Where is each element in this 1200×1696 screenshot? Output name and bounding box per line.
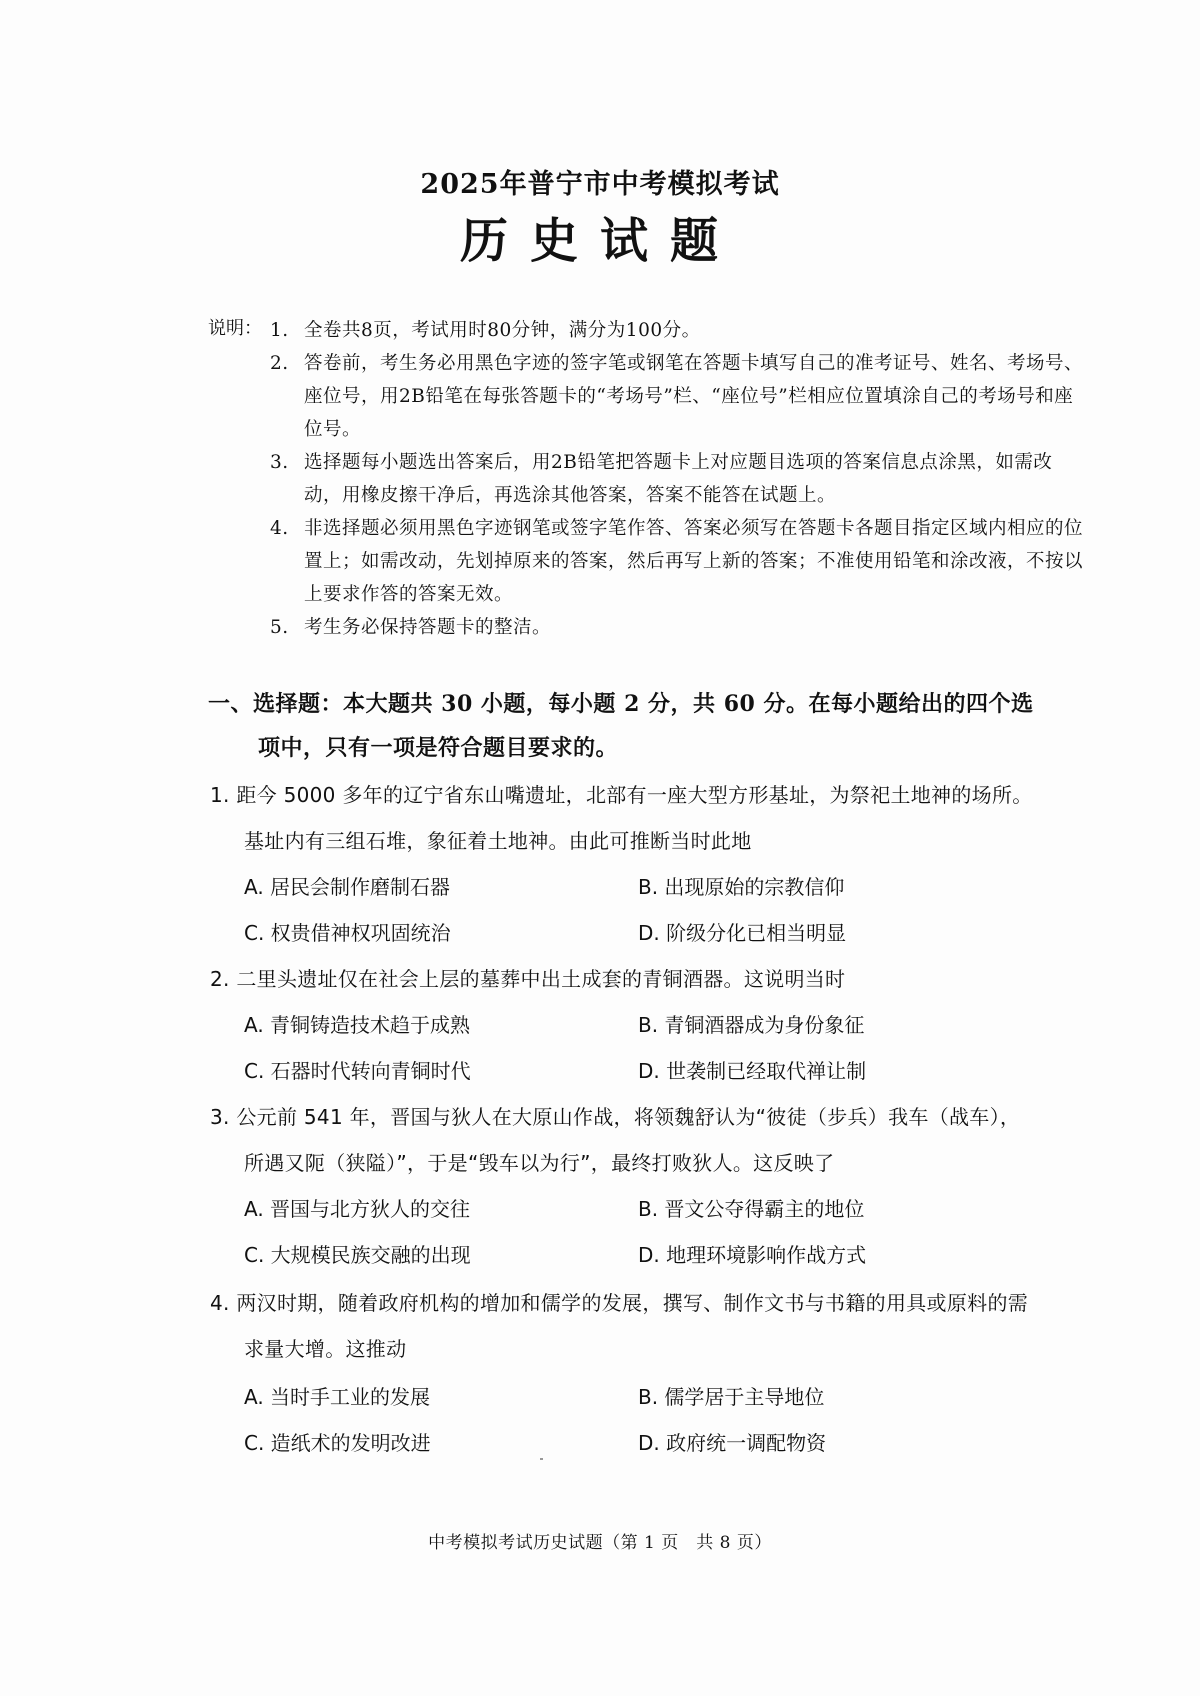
scan-speck (540, 1458, 543, 1460)
instruction-number: 3. (270, 452, 289, 473)
instruction-text: 选择题每小题选出答案后，用2B铅笔把答题卡上对应题目选项的答案信息点涂黑，如需改动，用橡皮擦干净后，再选涂其他答案，答案不能答在试题上。 (304, 452, 1053, 506)
question-1 (210, 772, 1100, 864)
option-c[interactable]: C. 造纸术的发明改进 (244, 1431, 431, 1455)
instruction-item-1 (270, 314, 1090, 347)
exam-title: 历史试题 (459, 213, 740, 269)
instruction-number: 2. (270, 353, 289, 374)
instruction-item-4 (270, 512, 1090, 611)
instruction-item-3 (270, 446, 1090, 512)
question-4 (210, 1280, 1100, 1372)
option-b[interactable]: B. 晋文公夺得霸主的地位 (638, 1197, 865, 1221)
option-c[interactable]: C. 权贵借神权巩固统治 (244, 921, 451, 945)
option-a[interactable]: A. 居民会制作磨制石器 (244, 875, 451, 899)
option-b[interactable]: B. 儒学居于主导地位 (638, 1385, 825, 1409)
question-stem-continued: 基址内有三组石堆，象征着土地神。由此可推断当时此地 (244, 829, 752, 853)
instruction-text: 非选择题必须用黑色字迹钢笔或签字笔作答、答案必须写在答题卡各题目指定区域内相应的位置上；如需改动，先划掉原来的答案，然后再写上新的答案；不准使用铅笔和涂改液，不按以上要求作答的答案无效。 (304, 518, 1084, 605)
option-d[interactable]: D. 阶级分化已相当明显 (638, 921, 847, 945)
instruction-number: 4. (270, 518, 289, 539)
question-2 (210, 956, 1100, 1002)
question-stem-continued: 所遇又阨（狭隘）”，于是“毁车以为行”，最终打败狄人。这反映了 (244, 1151, 835, 1175)
section-heading-line2: 项中，只有一项是符合题目要求的。 (258, 735, 619, 761)
instruction-text: 考生务必保持答题卡的整洁。 (304, 617, 552, 638)
question-stem-continued: 求量大增。这推动 (244, 1337, 407, 1361)
section-heading (208, 682, 1088, 770)
option-c[interactable]: C. 石器时代转向青铜时代 (244, 1059, 471, 1083)
question-3 (210, 1094, 1100, 1186)
option-d[interactable]: D. 地理环境影响作战方式 (638, 1243, 867, 1267)
question-stem: 3. 公元前 541 年，晋国与狄人在大原山作战，将领魏舒认为“彼徒（步兵）我车（战车）， (210, 1105, 1021, 1129)
question-stem: 4. 两汉时期，随着政府机构的增加和儒学的发展，撰写、制作文书与书籍的用具或原料的需 (210, 1291, 1029, 1315)
instruction-number: 1. (270, 320, 289, 341)
question-stem: 1. 距今 5000 多年的辽宁省东山嘴遗址，北部有一座大型方形基址，为祭祀土地神的场所。 (210, 783, 1033, 807)
instruction-text: 答卷前，考生务必用黑色字迹的签字笔或钢笔在答题卡填写自己的准考证号、姓名、考场号、座位号，用2B铅笔在每张答题卡的“考场号”栏、“座位号”栏相应位置填涂自己的考场号和座位号。 (304, 353, 1084, 440)
instruction-item-5 (270, 611, 1090, 644)
option-a[interactable]: A. 晋国与北方狄人的交往 (244, 1197, 471, 1221)
instructions-label: 说明： (208, 318, 262, 339)
option-a[interactable]: A. 青铜铸造技术趋于成熟 (244, 1013, 471, 1037)
section-heading-line1: 一、选择题：本大题共 30 小题，每小题 2 分，共 60 分。在每小题给出的四个选 (208, 691, 1034, 717)
option-d[interactable]: D. 世袭制已经取代禅让制 (638, 1059, 867, 1083)
instruction-text: 全卷共8页，考试用时80分钟，满分为100分。 (304, 320, 701, 341)
question-stem: 2. 二里头遗址仅在社会上层的墓葬中出土成套的青铜酒器。这说明当时 (210, 967, 846, 991)
option-b[interactable]: B. 出现原始的宗教信仰 (638, 875, 845, 899)
option-b[interactable]: B. 青铜酒器成为身份象征 (638, 1013, 865, 1037)
option-c[interactable]: C. 大规模民族交融的出现 (244, 1243, 471, 1267)
option-d[interactable]: D. 政府统一调配物资 (638, 1431, 827, 1455)
option-a[interactable]: A. 当时手工业的发展 (244, 1385, 431, 1409)
instruction-item-2 (270, 347, 1090, 446)
page-footer: 中考模拟考试历史试题（第 1 页 共 8 页） (428, 1533, 772, 1553)
exam-subtitle: 2025年普宁市中考模拟考试 (420, 169, 780, 200)
instruction-number: 5. (270, 617, 289, 638)
